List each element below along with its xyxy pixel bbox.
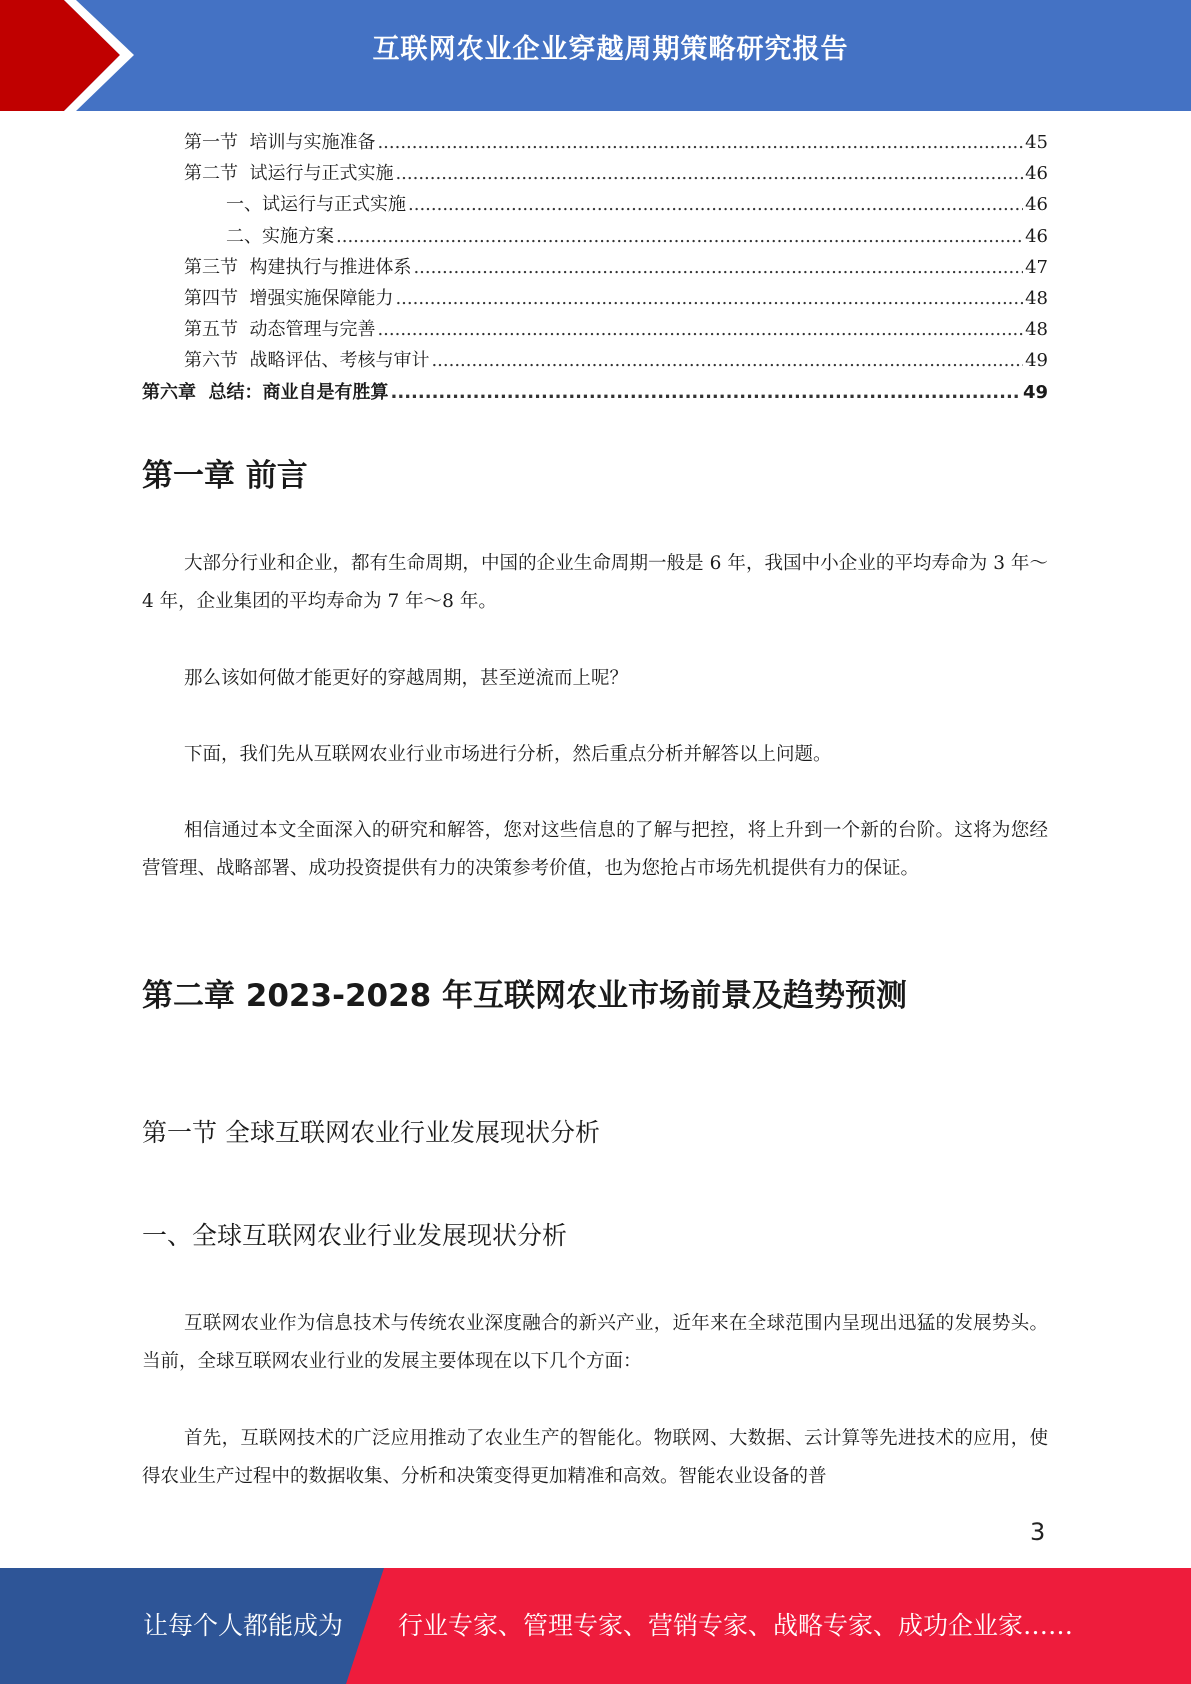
toc-entry[interactable] <box>142 222 1048 253</box>
chapter-2-title: 第二章 2023-2028 年互联网农业市场前景及趋势预测 <box>142 978 908 1014</box>
toc-entry-label: 第四节 增强实施保障能力 <box>184 287 394 309</box>
toc-entry-label: 第六节 战略评估、考核与审计 <box>184 350 430 372</box>
toc-entry-label: 第二节 试运行与正式实施 <box>184 163 394 185</box>
subsection-1-title: 一、全球互联网农业行业发展现状分析 <box>142 1221 568 1250</box>
paragraph-1: 大部分行业和企业，都有生命周期，中国的企业生命周期一般是 6 年，我国中小企业的平均寿命为 3 年～4 年，企业集团的平均寿命为 7 年～8 年。 <box>142 553 1048 612</box>
toc-entry-label: 第六章 总结：商业自是有胜算 <box>142 381 389 403</box>
toc-entry-label: 二、实施方案 <box>226 225 334 247</box>
paragraph-5: 互联网农业作为信息技术与传统农业深度融合的新兴产业，近年来在全球范围内呈现出迅猛的发展势头。当前，全球互联网农业行业的发展主要体现在以下几个方面： <box>142 1313 1048 1372</box>
toc-entry[interactable] <box>142 190 1048 221</box>
toc-entry-page: 46 <box>1025 225 1048 247</box>
toc-entry[interactable] <box>142 128 1048 159</box>
toc-entry-label: 一、试运行与正式实施 <box>226 194 406 216</box>
paragraph-6: 首先，互联网技术的广泛应用推动了农业生产的智能化。物联网、大数据、云计算等先进技术的应用，使得农业生产过程中的数据收集、分析和决策变得更加精准和高效。智能农业设备的普 <box>142 1428 1048 1487</box>
table-of-contents <box>142 128 1048 409</box>
paragraph-4: 相信通过本文全面深入的研究和解答，您对这些信息的了解与把控，将上升到一个新的台阶。这将为您经营管理、战略部署、成功投资提供有力的决策参考价值，也为您抢占市场先机提供有力的保证。 <box>142 820 1048 879</box>
toc-entry-page: 47 <box>1025 256 1048 278</box>
header-title: 互联网农业企业穿越周期策略研究报告 <box>372 34 849 65</box>
toc-leader-dots <box>391 382 1021 403</box>
toc-entry-page: 48 <box>1025 287 1048 309</box>
toc-entry-page: 45 <box>1025 132 1048 153</box>
toc-entry-page: 49 <box>1022 381 1048 403</box>
toc-entry-page: 46 <box>1025 163 1048 185</box>
toc-entry-label: 第五节 动态管理与完善 <box>184 319 376 341</box>
page-number: 3 <box>1030 1518 1046 1546</box>
footer-slogan-right: 行业专家、管理专家、营销专家、战略专家、成功企业家…… <box>398 1611 1074 1640</box>
page-footer <box>0 1568 1191 1684</box>
toc-leader-dots <box>336 226 1023 247</box>
toc-leader-dots <box>395 288 1023 309</box>
paragraph-3: 下面，我们先从互联网农业行业市场进行分析，然后重点分析并解答以上问题。 <box>184 744 832 765</box>
toc-entry-label: 第三节 构建执行与推进体系 <box>184 256 412 278</box>
toc-entry[interactable] <box>142 253 1048 284</box>
toc-entry-page: 48 <box>1025 319 1048 341</box>
toc-leader-dots <box>395 163 1023 184</box>
page-header <box>0 0 1191 111</box>
toc-entry[interactable] <box>142 159 1048 190</box>
chapter-1-title: 第一章 前言 <box>142 458 308 494</box>
toc-entry[interactable] <box>142 284 1048 315</box>
paragraph-2: 那么该如何做才能更好的穿越周期，甚至逆流而上呢？ <box>184 668 629 689</box>
toc-leader-dots <box>377 319 1023 340</box>
toc-entry[interactable] <box>142 346 1048 377</box>
toc-entry[interactable] <box>142 378 1048 409</box>
section-1-title: 第一节 全球互联网农业行业发展现状分析 <box>142 1118 600 1147</box>
toc-entry[interactable] <box>142 315 1048 346</box>
toc-entry-page: 49 <box>1025 350 1048 372</box>
toc-entry-label: 第一节 培训与实施准备 <box>184 132 376 153</box>
toc-leader-dots <box>408 194 1023 215</box>
toc-leader-dots <box>377 132 1023 153</box>
toc-leader-dots <box>413 257 1023 278</box>
toc-entry-page: 46 <box>1025 194 1048 216</box>
toc-leader-dots <box>431 350 1023 371</box>
footer-slogan-left: 让每个人都能成为 <box>143 1611 344 1640</box>
